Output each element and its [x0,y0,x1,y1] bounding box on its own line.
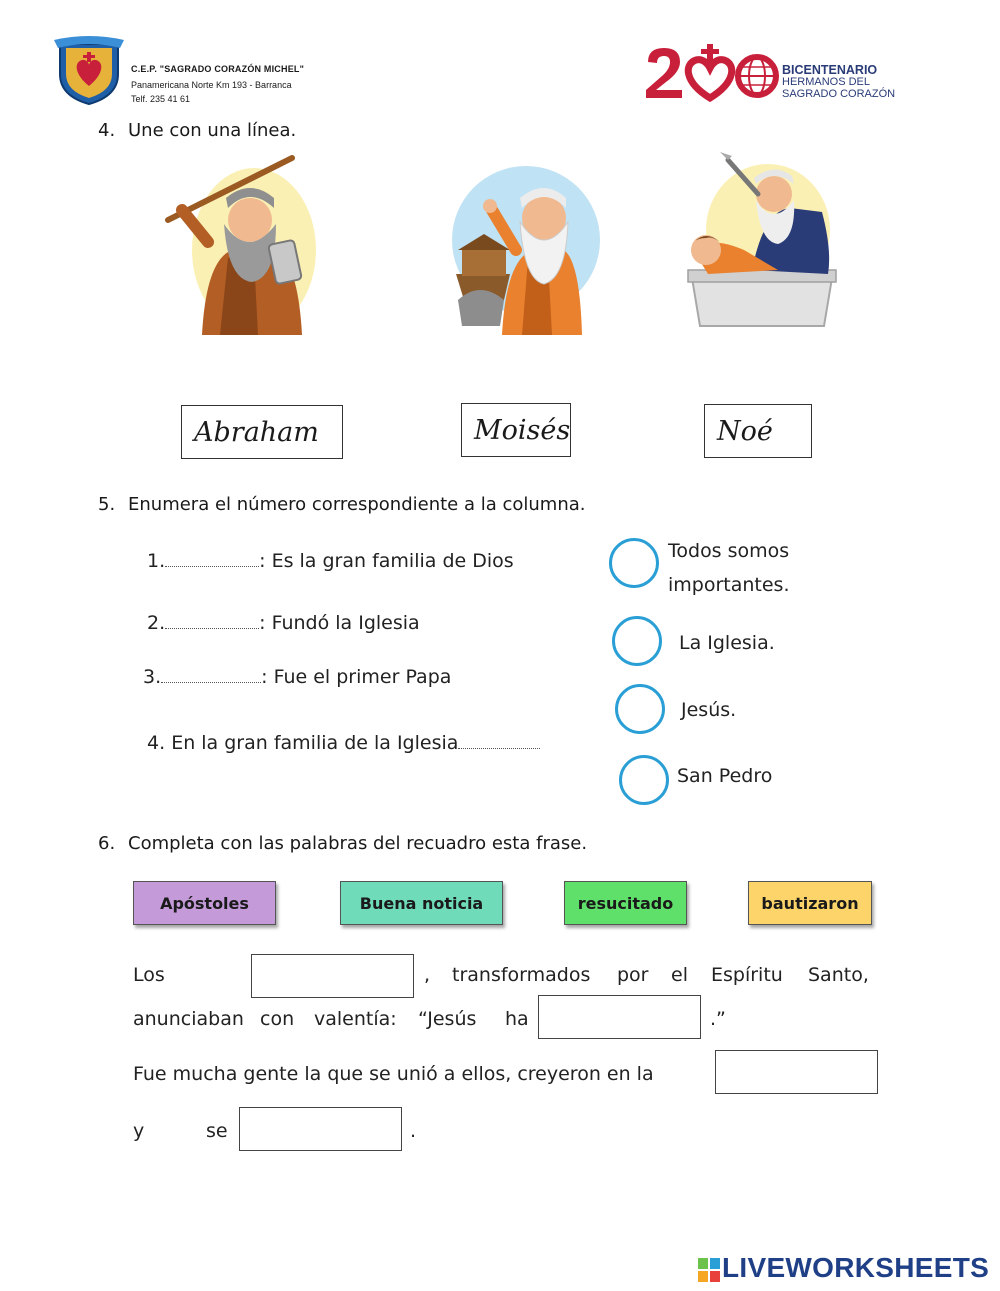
liveworksheets-brand: LIVEWORKSHEETS [722,1252,990,1283]
name-box-moises[interactable]: Moisés [461,403,571,457]
option-la-iglesia: La Iglesia. [679,632,775,654]
sentence-word-se: se [206,1120,228,1142]
answer-circle-1[interactable] [609,538,659,588]
abraham-isaac-image [682,150,842,340]
sentence-word-ha: ha [505,1008,529,1030]
moses-image [162,150,322,340]
q6-number: 6. [98,833,116,854]
sentence-word-espiritu: Espíritu [711,964,783,986]
sentence-word-jesus: “Jesús [418,1008,477,1030]
statement-2 [147,612,420,634]
blank-input-3[interactable] [715,1050,878,1094]
statement-2-text: : Fundó la Iglesia [259,612,420,634]
sentence-word-el: el [671,964,688,986]
statement-3-number: 3. [143,666,162,688]
bicentenario-line2: HERMANOS DEL [782,76,871,88]
sentence-word-valentia: valentía: [314,1008,397,1030]
school-address: Panamericana Norte Km 193 - Barranca [131,80,292,90]
option-todos-line1: Todos somos [668,540,790,562]
school-phone: Telf. 235 41 61 [131,94,191,104]
bicentenario-200-logo [644,42,780,102]
statement-1-number: 1. [147,550,166,572]
word-chip-apostoles[interactable]: Apóstoles [133,881,276,925]
answer-circle-3[interactable] [615,684,665,734]
statement-4-dotted-line [458,745,540,749]
sentence-word-anunciaban: anunciaban [133,1008,244,1030]
name-box-noe[interactable]: Noé [704,404,812,458]
name-box-abraham[interactable]: Abraham [181,405,343,459]
q5-number: 5. [98,494,116,515]
noah-image [440,150,600,340]
school-crest-logo [52,34,126,106]
blank-input-1[interactable] [251,954,414,998]
statement-1-text: : Es la gran familia de Dios [259,550,514,572]
statement-3-text: : Fue el primer Papa [261,666,452,688]
sentence-word-con: con [260,1008,295,1030]
option-san-pedro: San Pedro [677,765,773,787]
word-chip-resucitado[interactable]: resucitado [564,881,687,925]
bicentenario-text [782,64,895,100]
option-jesus: Jesús. [681,699,737,721]
sentence-word-transformados: transformados [452,964,591,986]
q4-title [98,120,296,141]
sentence-period: . [410,1120,417,1142]
statement-3 [143,666,451,688]
statement-1 [147,550,514,572]
q4-number: 4. [98,120,116,141]
sentence-word-santo: Santo, [808,964,869,986]
q5-title [98,494,586,515]
q4-title-text: Une con una línea. [128,120,297,141]
word-chip-buena-noticia[interactable]: Buena noticia [340,881,503,925]
liveworksheets-logo-icon [697,1257,721,1283]
bicentenario-title: BICENTENARIO [782,63,878,77]
answer-circle-4[interactable] [619,755,669,805]
statement-4-number: 4. [147,732,166,754]
statement-2-number: 2. [147,612,166,634]
blank-input-2[interactable] [538,995,701,1039]
statement-4 [147,732,540,754]
q6-title-text: Completa con las palabras del recuadro esta frase. [128,833,588,854]
sentence-comma: , [424,964,431,986]
word-chip-bautizaron[interactable]: bautizaron [748,881,872,925]
sentence-word-por: por [617,964,649,986]
sentence-line-3: Fue mucha gente la que se unió a ellos, creyeron en la [133,1063,654,1085]
option-todos-line2: importantes. [668,574,790,596]
blank-input-4[interactable] [239,1107,402,1151]
statement-4-text: En la gran familia de la Iglesia [171,732,459,754]
sentence-word-y: y [133,1120,145,1142]
option-todos-somos [668,534,790,602]
q5-title-text: Enumera el número correspondiente a la columna. [128,494,586,515]
statement-1-dotted-line [165,563,259,567]
sentence-close-quote: .” [710,1008,726,1030]
statement-2-dotted-line [165,625,259,629]
sentence-word-los: Los [133,964,165,986]
q6-title [98,833,587,854]
bicentenario-line3: SAGRADO CORAZÓN [782,88,896,100]
statement-3-dotted-line [161,679,261,683]
school-name: C.E.P. "SAGRADO CORAZÓN MICHEL" [131,64,305,74]
answer-circle-2[interactable] [612,616,662,666]
